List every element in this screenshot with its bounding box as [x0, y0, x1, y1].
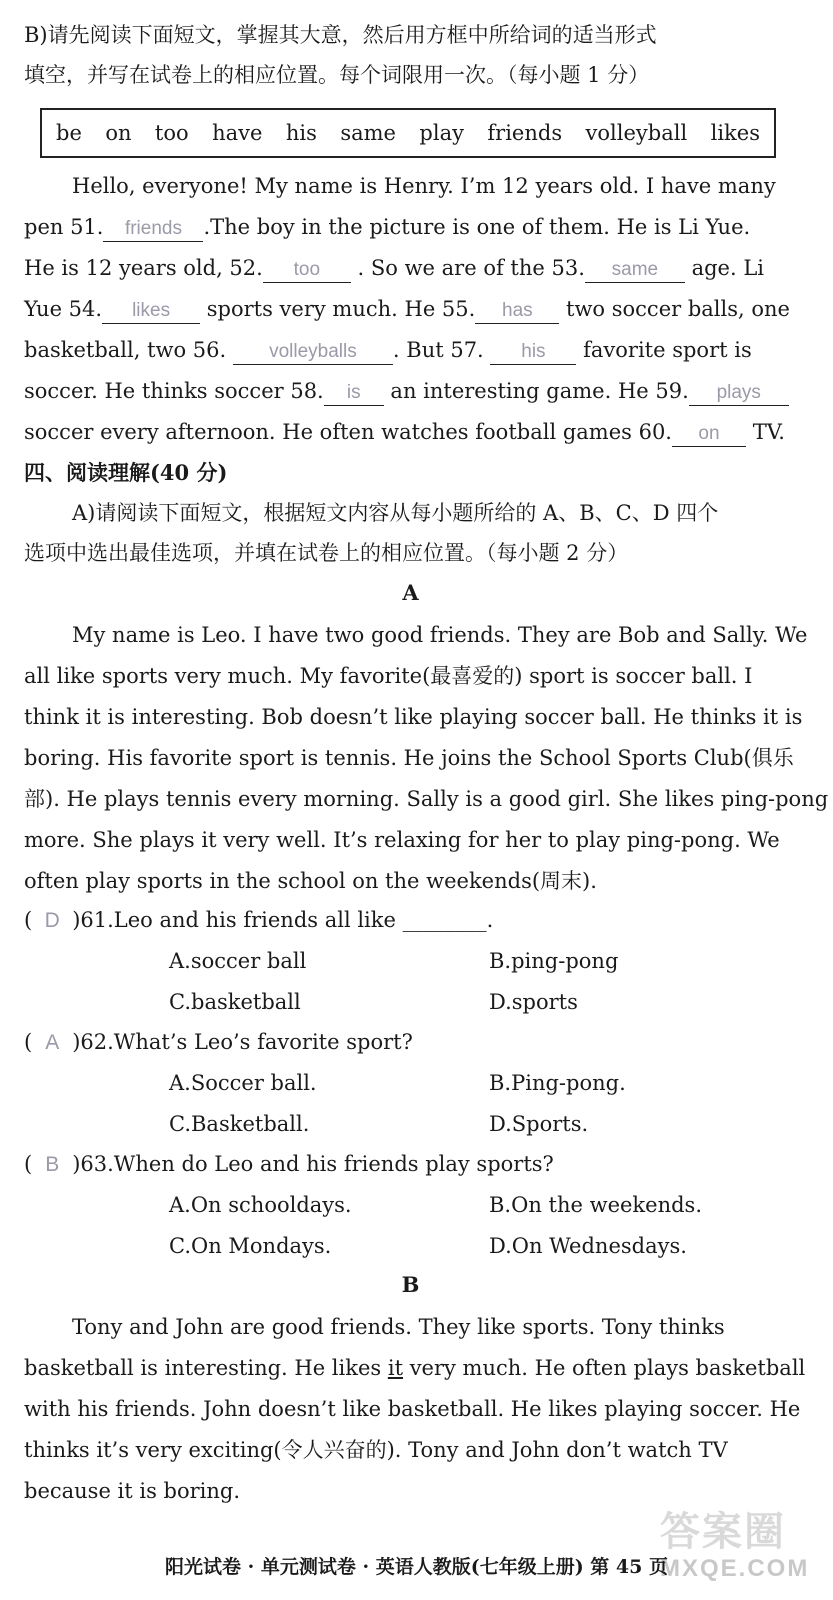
answer-blank-54: likes — [102, 299, 200, 324]
cloze-line-5: basketball, two 56. volleyballs . But 57. his favorite sport is — [24, 335, 797, 369]
question-62-options-row-2 — [24, 1109, 797, 1143]
passage-b-line: with his friends. John doesn’t like basketball. He likes playing soccer. He — [24, 1397, 801, 1421]
answer-blank-52: too — [263, 258, 351, 283]
option-c: C.On Mondays. — [169, 1234, 332, 1258]
word-box-item: his — [285, 121, 317, 145]
reading-instruction-1: A)请阅读下面短文，根据短文内容从每小题所给的 A、B、C、D 四个 — [72, 501, 719, 525]
answer-blank-53: same — [585, 258, 685, 283]
section-heading-reading: 四、阅读理解(40 分) — [24, 460, 228, 485]
cloze-line-4: Yue 54. likes sports very much. He 55. has two soccer balls, one — [24, 294, 797, 328]
passage-a-line: think it is interesting. Bob doesn’t like playing soccer ball. He thinks it is — [24, 705, 803, 729]
cloze-line-1: Hello, everyone! My name is Henry. I’m 12 years old. I have many — [72, 174, 776, 198]
option-d: D.On Wednesdays. — [489, 1234, 687, 1258]
question-62-options-row-1 — [24, 1068, 797, 1102]
cloze-line-3: He is 12 years old, 52. too . So we are of the 53. same age. Li — [24, 253, 797, 287]
watermark-logo: 答案圈 — [660, 1510, 786, 1554]
passage-a-line: 部). He plays tennis every morning. Sally is a good girl. She likes ping-pong — [24, 787, 829, 811]
option-c: C.basketball — [169, 990, 301, 1014]
passage-b-line: Tony and John are good friends. They like sports. Tony thinks — [72, 1315, 725, 1339]
passage-a-line: often play sports in the school on the weekends(周末). — [24, 869, 597, 893]
passage-a-line: more. She plays it very well. It’s relaxing for her to play ping-pong. We — [24, 828, 780, 852]
answer-blank-59: plays — [689, 381, 789, 406]
option-d: D.Sports. — [489, 1112, 589, 1136]
page-footer: 阳光试卷 · 单元测试卷 · 英语人教版(七年级上册) 第 45 页 — [165, 1556, 668, 1578]
question-61: ( D )61.Leo and his friends all like ________. — [24, 905, 797, 939]
reading-instruction-2: 选项中选出最佳选项，并填在试卷上的相应位置。（每小题 2 分） — [24, 541, 629, 565]
question-61-options-row-1 — [24, 946, 797, 980]
word-box-item: too — [154, 121, 189, 145]
option-a: A.On schooldays. — [169, 1193, 352, 1217]
cloze-instruction-2: 填空，并写在试卷上的相应位置。每个词限用一次。（每小题 1 分） — [24, 63, 650, 87]
option-a: A.Soccer ball. — [169, 1071, 317, 1095]
passage-a-line: boring. His favorite sport is tennis. He joins the School Sports Club(俱乐 — [24, 746, 794, 770]
answer-blank-60: on — [672, 422, 746, 447]
word-box-item: on — [105, 121, 132, 145]
passage-b-title: B — [401, 1272, 420, 1297]
underlined-word: it — [387, 1356, 404, 1380]
question-61-options-row-2 — [24, 987, 797, 1021]
word-box-item: volleyball — [585, 121, 688, 145]
question-63: ( B )63.When do Leo and his friends play sports? — [24, 1149, 797, 1183]
cloze-line-6: soccer. He thinks soccer 58. is an interesting game. He 59. plays — [24, 376, 797, 410]
watermark-url: MXQE.COM — [660, 1555, 810, 1582]
question-63-options-row-1 — [24, 1190, 797, 1224]
passage-b-line: thinks it’s very exciting(令人兴奋的). Tony and John don’t watch TV — [24, 1438, 728, 1462]
option-c: C.Basketball. — [169, 1112, 310, 1136]
answer-blank-58: is — [324, 381, 384, 406]
answer-blank-51: friends — [103, 217, 203, 242]
option-b: B.On the weekends. — [489, 1193, 702, 1217]
answer-letter-61: D — [44, 909, 60, 932]
option-b: B.ping-pong — [489, 949, 619, 973]
option-a: A.soccer ball — [169, 949, 307, 973]
answer-letter-62: A — [45, 1031, 60, 1054]
answer-letter-63: B — [45, 1153, 60, 1176]
question-63-options-row-2 — [24, 1231, 797, 1265]
passage-a-line: My name is Leo. I have two good friends. They are Bob and Sally. We — [72, 623, 808, 647]
word-box-item: same — [340, 121, 396, 145]
answer-blank-57: his — [490, 340, 576, 365]
cloze-line-2: pen 51. friends .The boy in the picture is one of them. He is Li Yue. — [24, 212, 797, 246]
answer-blank-55: has — [475, 299, 559, 324]
passage-b-line: because it is boring. — [24, 1479, 241, 1503]
word-box-item: friends — [487, 121, 563, 145]
cloze-instruction-1: B)请先阅读下面短文，掌握其大意，然后用方框中所给词的适当形式 — [24, 23, 657, 47]
option-d: D.sports — [489, 990, 578, 1014]
passage-a-line: all like sports very much. My favorite(最喜爱的) sport is soccer ball. I — [24, 664, 753, 688]
cloze-line-7: soccer every afternoon. He often watches football games 60. on TV. — [24, 417, 797, 451]
word-box — [40, 108, 776, 158]
answer-blank-56: volleyballs — [233, 340, 393, 365]
option-b: B.Ping-pong. — [489, 1071, 626, 1095]
passage-b-line: basketball is interesting. He likes it very much. He often plays basketball — [24, 1356, 806, 1380]
word-box-item: play — [419, 121, 464, 145]
word-box-item: be — [56, 121, 82, 145]
question-62: ( A )62.What’s Leo’s favorite sport? — [24, 1027, 797, 1061]
word-box-item: have — [212, 121, 263, 145]
passage-a-title: A — [402, 580, 419, 605]
word-box-item: likes — [710, 121, 760, 145]
